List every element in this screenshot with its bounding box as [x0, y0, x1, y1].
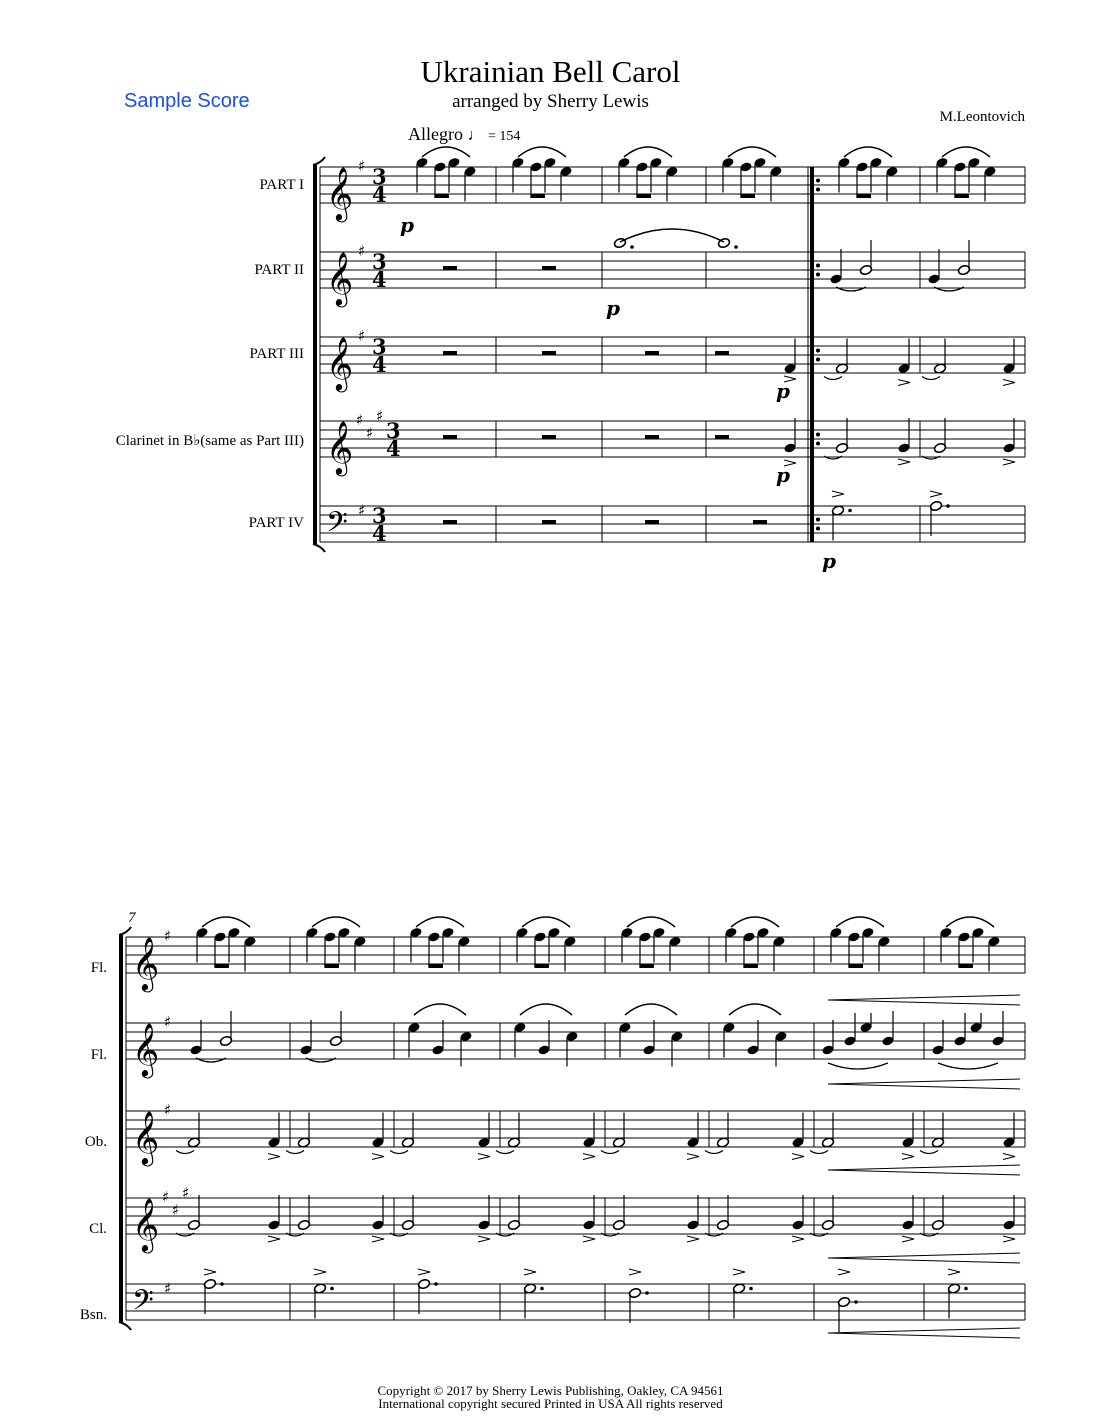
staff-label-clarinet: Clarinet in B♭(same as Part III)	[115, 433, 304, 449]
accent-mark	[687, 1236, 699, 1242]
sharp-icon: ♯	[164, 1101, 172, 1119]
crescendo-hairpin	[828, 1258, 1020, 1263]
dynamic-piano: p	[822, 549, 836, 573]
sharp-icon: ♯	[376, 407, 384, 425]
crescendo-hairpin	[828, 1333, 1020, 1338]
accent-mark	[418, 1269, 430, 1275]
accent-mark	[898, 459, 910, 465]
dot	[854, 1300, 858, 1304]
treble-clef-icon: 𝄞	[132, 1197, 160, 1251]
accent-mark	[583, 1236, 595, 1242]
beam	[740, 194, 755, 198]
repeat-dot	[816, 349, 820, 353]
beam	[639, 964, 654, 968]
time-signature-bottom: 4	[372, 352, 387, 377]
tie	[828, 1063, 888, 1069]
accent-mark	[1003, 380, 1015, 386]
beam	[214, 964, 229, 968]
beam	[958, 964, 973, 968]
slur	[312, 917, 360, 927]
treble-clef-icon: 𝄞	[132, 1022, 160, 1076]
dot	[330, 1287, 334, 1291]
beam	[954, 194, 969, 198]
staff-label-part-4: PART IV	[248, 515, 304, 531]
slur	[522, 917, 570, 927]
half-rest	[715, 351, 729, 355]
half-rest	[645, 435, 659, 439]
half-rest	[443, 351, 457, 355]
dot	[220, 1282, 224, 1286]
repeat-dot	[816, 527, 820, 531]
time-signature-top: 3	[372, 164, 387, 189]
crescendo-hairpin	[828, 1328, 1020, 1333]
quarter-note-icon: ♩	[467, 127, 484, 144]
dot	[964, 1287, 968, 1291]
bracket-hook	[313, 157, 325, 165]
half-rest	[542, 266, 556, 270]
tie	[920, 1151, 938, 1154]
half-rest	[542, 435, 556, 439]
dot	[645, 1291, 649, 1295]
time-signature-top: 3	[386, 418, 401, 443]
repeat-dot	[816, 442, 820, 446]
accent-mark	[1003, 1154, 1015, 1160]
tie	[496, 1151, 514, 1154]
slur	[202, 917, 250, 927]
time-signature-bottom: 4	[372, 521, 387, 546]
slur	[729, 1004, 781, 1015]
repeat-dot	[816, 264, 820, 268]
accent-mark	[792, 1236, 804, 1242]
slur	[625, 1004, 677, 1015]
beam	[856, 194, 871, 198]
treble-clef-icon: 𝄞	[132, 1110, 160, 1164]
half-rest	[715, 435, 729, 439]
tempo-text: Allegro	[408, 124, 463, 144]
staff-label-flute-1: Fl.	[90, 960, 107, 976]
staff-label-part-1: PART I	[259, 177, 304, 193]
staff-label-flute-2: Fl.	[90, 1047, 107, 1063]
slur	[414, 1004, 466, 1015]
dot	[946, 504, 950, 508]
accent-mark	[1003, 459, 1015, 465]
tie	[286, 1151, 304, 1154]
accent-mark	[838, 1269, 850, 1275]
sharp-icon: ♯	[358, 242, 366, 260]
beam	[324, 964, 339, 968]
composer-credit: M.Leontovich	[939, 109, 1025, 125]
repeat-dot	[816, 358, 820, 362]
slur	[624, 147, 672, 157]
crescendo-hairpin	[828, 1000, 1020, 1005]
dynamic-piano: p	[606, 296, 620, 320]
half-rest	[542, 520, 556, 524]
time-signature-bottom: 4	[386, 436, 401, 461]
dot	[630, 245, 634, 249]
tie	[390, 1151, 408, 1154]
sharp-icon: ♯	[164, 927, 172, 945]
slur	[620, 229, 724, 242]
slur	[520, 1004, 572, 1015]
slur	[731, 917, 779, 927]
accent-mark	[898, 380, 910, 386]
beam	[848, 964, 863, 968]
tie	[810, 1151, 828, 1154]
sharp-icon: ♯	[358, 501, 366, 520]
treble-clef-icon: 𝄞	[326, 336, 354, 390]
accent-mark	[268, 1236, 280, 1242]
dot	[734, 245, 738, 249]
sharp-icon: ♯	[182, 1184, 190, 1202]
time-signature-top: 3	[372, 249, 387, 274]
treble-clef-icon: 𝄞	[326, 420, 354, 474]
accent-mark	[687, 1154, 699, 1160]
crescendo-hairpin	[828, 1079, 1020, 1084]
dynamic-piano: p	[400, 213, 414, 237]
staff-label-part-3: PART III	[249, 346, 304, 362]
half-rest	[645, 520, 659, 524]
sharp-icon: ♯	[164, 1279, 172, 1298]
treble-clef-icon: 𝄞	[132, 936, 160, 990]
copyright-footer	[0, 1384, 1101, 1410]
bass-clef-icon: 𝄢	[132, 1284, 154, 1324]
accent-mark	[930, 491, 942, 497]
copyright-line-2: International copyright secured Printed in USA All rights reserved	[378, 1396, 723, 1411]
accent-mark	[314, 1269, 326, 1275]
staff-label-oboe: Ob.	[84, 1134, 107, 1150]
crescendo-hairpin	[828, 995, 1020, 1000]
treble-clef-icon: 𝄞	[326, 166, 354, 220]
slur	[942, 147, 990, 157]
crescendo-hairpin	[828, 1170, 1020, 1175]
accent-mark	[372, 1154, 384, 1160]
accent-mark	[478, 1236, 490, 1242]
repeat-dot	[816, 433, 820, 437]
tie	[824, 377, 842, 380]
accent-mark	[1003, 1236, 1015, 1242]
beam	[434, 194, 449, 198]
bracket-hook	[119, 927, 131, 935]
dot	[848, 509, 852, 513]
slur	[627, 917, 675, 927]
time-signature-top: 3	[372, 334, 387, 359]
half-rest	[645, 351, 659, 355]
accent-mark	[792, 1154, 804, 1160]
repeat-dot	[816, 188, 820, 192]
accent-mark	[832, 491, 844, 497]
slur	[946, 917, 994, 927]
crescendo-hairpin	[828, 1165, 1020, 1170]
accent-mark	[268, 1154, 280, 1160]
bracket-hook	[119, 1322, 131, 1330]
beam	[534, 964, 549, 968]
slur	[836, 917, 884, 927]
tie	[601, 1151, 619, 1154]
tempo-value: = 154	[487, 129, 521, 144]
repeat-dot	[816, 273, 820, 277]
tie	[176, 1151, 194, 1154]
slur	[728, 147, 776, 157]
beam	[636, 194, 651, 198]
repeat-dot	[816, 179, 820, 183]
dynamic-piano: p	[776, 379, 790, 403]
accent-mark	[629, 1269, 641, 1275]
repeat-dot	[816, 518, 820, 522]
accent-mark	[204, 1269, 216, 1275]
beam	[428, 964, 443, 968]
dynamic-piano: p	[776, 463, 790, 487]
staff-label-clarinet-abbr: Cl.	[89, 1221, 107, 1237]
measure-number: 7	[128, 910, 136, 926]
crescendo-hairpin	[828, 1084, 1020, 1089]
arranger-credit: arranged by Sherry Lewis	[452, 91, 649, 112]
page-title: Ukrainian Bell Carol	[420, 54, 681, 89]
bracket-hook	[313, 544, 325, 552]
time-signature-top: 3	[372, 503, 387, 528]
sharp-icon: ♯	[358, 157, 366, 175]
accent-mark	[733, 1269, 745, 1275]
sharp-icon: ♯	[356, 411, 364, 429]
accent-mark	[902, 1154, 914, 1160]
slur	[844, 147, 892, 157]
tie	[705, 1151, 723, 1154]
sharp-icon: ♯	[164, 1013, 172, 1031]
half-rest	[542, 351, 556, 355]
dot	[540, 1287, 544, 1291]
sharp-icon: ♯	[162, 1188, 170, 1206]
crescendo-hairpin	[828, 1253, 1020, 1258]
sample-score-label: Sample Score	[124, 90, 250, 112]
accent-mark	[948, 1269, 960, 1275]
accent-mark	[902, 1236, 914, 1242]
staff-label-bassoon: Bsn.	[79, 1307, 107, 1323]
accent-mark	[372, 1236, 384, 1242]
treble-clef-icon: 𝄞	[326, 251, 354, 305]
slur	[416, 917, 464, 927]
sharp-icon: ♯	[366, 424, 374, 442]
half-rest	[443, 435, 457, 439]
slur	[422, 147, 470, 157]
time-signature-bottom: 4	[372, 182, 387, 207]
beam	[530, 194, 545, 198]
dot	[749, 1287, 753, 1291]
beam	[743, 964, 758, 968]
slur	[518, 147, 566, 157]
staff-label-part-2: PART II	[254, 262, 304, 278]
accent-mark	[583, 1154, 595, 1160]
copyright-line-1: Copyright © 2017 by Sherry Lewis Publishing, Oakley, CA 94561	[377, 1383, 724, 1398]
half-rest	[443, 266, 457, 270]
sharp-icon: ♯	[358, 327, 366, 345]
accent-mark	[524, 1269, 536, 1275]
half-rest	[753, 520, 767, 524]
half-rest	[443, 520, 457, 524]
sharp-icon: ♯	[172, 1201, 180, 1219]
tie	[938, 1063, 998, 1069]
bass-clef-icon: 𝄢	[326, 506, 348, 546]
tie	[922, 377, 940, 380]
time-signature-bottom: 4	[372, 267, 387, 292]
accent-mark	[478, 1154, 490, 1160]
dot	[434, 1282, 438, 1286]
